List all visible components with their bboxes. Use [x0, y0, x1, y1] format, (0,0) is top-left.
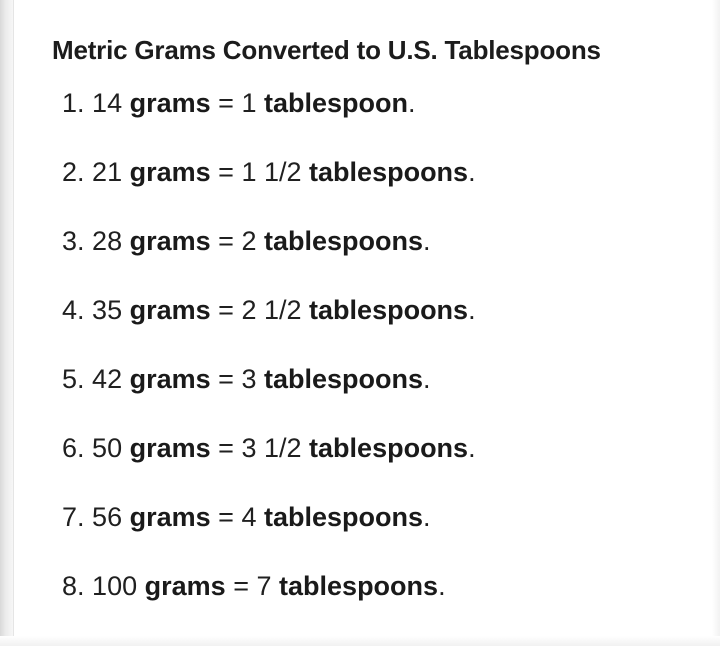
list-item [62, 360, 702, 429]
sentence-period: . [423, 364, 431, 394]
grams-value: 56 [92, 502, 123, 532]
conversion-card [52, 30, 702, 636]
tablespoons-value: 7 [256, 571, 272, 601]
list-item-number: 8. [62, 571, 85, 601]
sentence-period: . [468, 295, 476, 325]
tablespoons-unit: tablespoons [309, 295, 469, 325]
grams-unit: grams [129, 433, 211, 463]
grams-unit: grams [144, 571, 226, 601]
grams-unit: grams [129, 502, 211, 532]
tablespoons-unit: tablespoons [279, 571, 439, 601]
equals-sign: = [233, 571, 249, 601]
tablespoons-value: 2 [241, 226, 257, 256]
tablespoons-unit: tablespoon [264, 88, 409, 118]
sentence-period: . [423, 502, 431, 532]
list-item-number: 3. [62, 226, 85, 256]
equals-sign: = [218, 364, 234, 394]
grams-value: 21 [92, 157, 123, 187]
list-item [62, 153, 702, 222]
equals-sign: = [218, 157, 234, 187]
list-item-number: 5. [62, 364, 85, 394]
conversion-list [62, 84, 702, 636]
grams-unit: grams [129, 88, 211, 118]
list-item-number: 4. [62, 295, 85, 325]
bottom-edge-shadow [0, 636, 720, 646]
page-title: Metric Grams Converted to U.S. Tablespoons [52, 35, 601, 65]
sentence-period: . [423, 226, 431, 256]
grams-value: 50 [92, 433, 123, 463]
equals-sign: = [218, 295, 234, 325]
tablespoons-value: 3 [241, 364, 257, 394]
tablespoons-value: 2 1/2 [241, 295, 302, 325]
grams-unit: grams [129, 157, 211, 187]
tablespoons-unit: tablespoons [264, 502, 424, 532]
equals-sign: = [218, 502, 234, 532]
grams-unit: grams [129, 364, 211, 394]
tablespoons-value: 1 1/2 [241, 157, 302, 187]
grams-unit: grams [129, 226, 211, 256]
tablespoons-unit: tablespoons [264, 364, 424, 394]
grams-value: 28 [92, 226, 123, 256]
tablespoons-value: 1 [241, 88, 257, 118]
list-item-number: 6. [62, 433, 85, 463]
equals-sign: = [218, 433, 234, 463]
grams-value: 100 [92, 571, 138, 601]
sentence-period: . [468, 433, 476, 463]
grams-value: 42 [92, 364, 123, 394]
equals-sign: = [218, 226, 234, 256]
list-item [62, 429, 702, 498]
tablespoons-value: 4 [241, 502, 257, 532]
list-item [62, 498, 702, 567]
list-item-number: 7. [62, 502, 85, 532]
list-item [62, 291, 702, 360]
grams-value: 35 [92, 295, 123, 325]
tablespoons-unit: tablespoons [309, 433, 469, 463]
list-item [62, 222, 702, 291]
sentence-period: . [438, 571, 446, 601]
left-edge-shadow [0, 0, 14, 646]
grams-value: 14 [92, 88, 123, 118]
sentence-period: . [408, 88, 416, 118]
list-item-number: 1. [62, 88, 85, 118]
tablespoons-value: 3 1/2 [241, 433, 302, 463]
equals-sign: = [218, 88, 234, 118]
sentence-period: . [468, 157, 476, 187]
tablespoons-unit: tablespoons [264, 226, 424, 256]
list-item-number: 2. [62, 157, 85, 187]
tablespoons-unit: tablespoons [309, 157, 469, 187]
list-item [62, 567, 702, 636]
grams-unit: grams [129, 295, 211, 325]
list-item [62, 84, 702, 153]
right-edge-shadow [712, 0, 720, 646]
